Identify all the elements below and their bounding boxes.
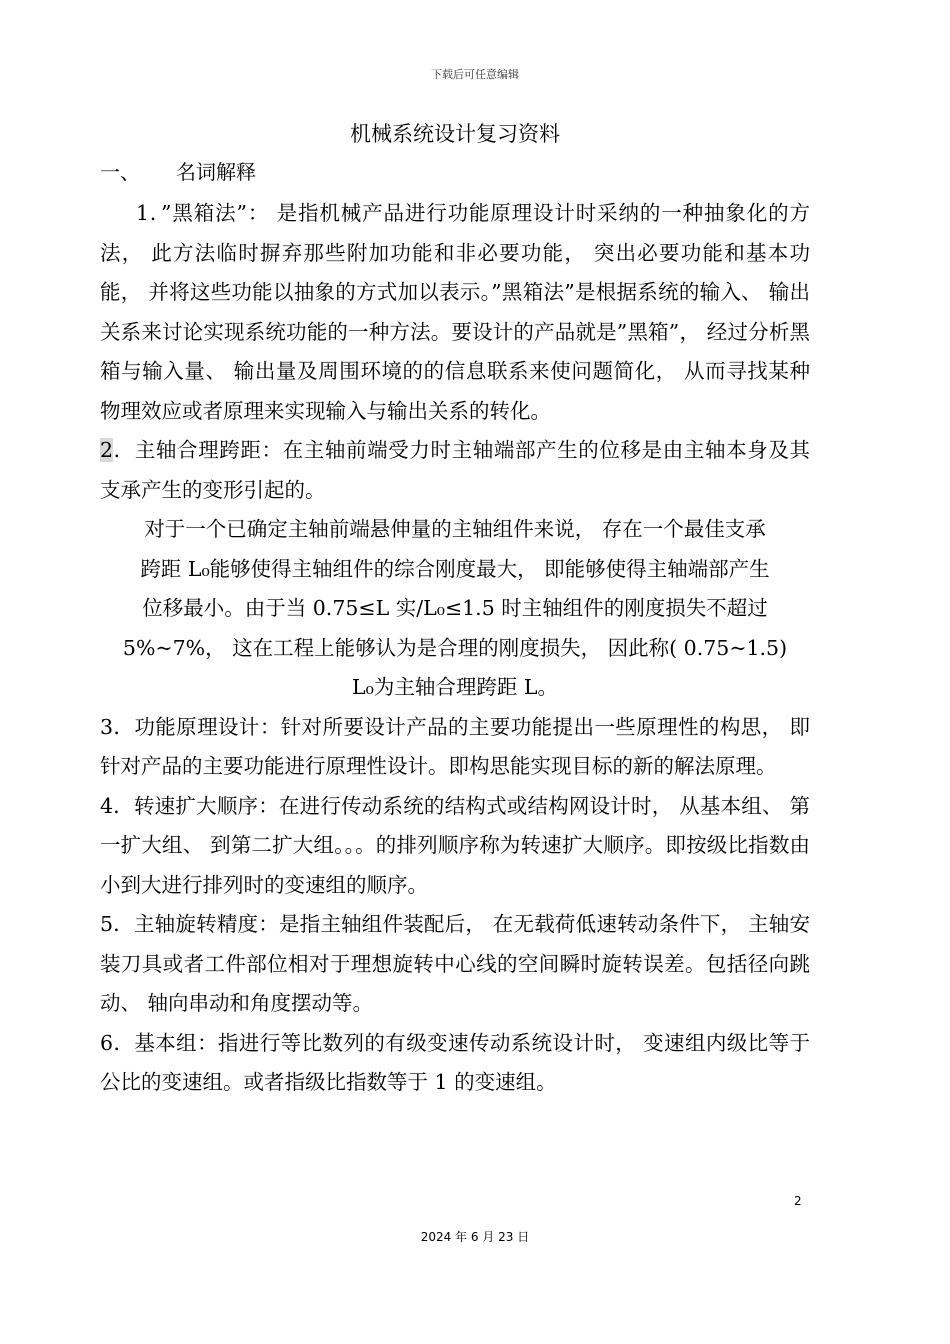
definition-function-principle-design: 3．功能原理设计：针对所要设计产品的主要功能提出一些原理性的构思， 即针对产品的主要功能进行原理性设计。即构思能实现目标的新的解法原理。	[100, 714, 810, 778]
definition-spindle-span-text: ．主轴合理跨距：在主轴前端受力时主轴端部产生的位移是由主轴本身及其支承产生的变形引起的。	[100, 438, 810, 502]
footer-date: 2024 年 6 月 23 日	[420, 1230, 530, 1244]
page-number: 2	[794, 1194, 802, 1208]
section-heading	[100, 156, 810, 188]
spindle-span-detail	[100, 510, 810, 708]
document-body	[100, 116, 810, 1103]
spindle-span-line-5: L₀为主轴合理跨距 L。	[352, 675, 558, 699]
spindle-span-line-1: 对于一个已确定主轴前端悬伸量的主轴组件来说， 存在一个最佳支承	[144, 517, 766, 541]
spindle-span-line-4: 5%~7%， 这在工程上能够认为是合理的刚度损失， 因此称( 0.75~1.5)	[122, 635, 788, 660]
definition-basic-group: 6．基本组：指进行等比数列的有级变速传动系统设计时， 变速组内级比等于公比的变速组。或者指级比指数等于 1 的变速组。	[100, 1030, 810, 1094]
definition-black-box: 1．”黑箱法”： 是指机械产品进行功能原理设计时采纳的一种抽象化的方法， 此方法临时摒弃那些附加功能和非必要功能， 突出必要功能和基本功能， 并将这些功能以抽象的方式加以表示。”黑箱法”是根据系统的输入、 输出关系来讨论实现系统功能的一种方法。要设计的产品就是”黑箱”， 经过分析黑箱与输入量、 输出量及周围环境的的信息联系来使问题简化， 从而寻找某种物理效应或者原理来实现输入与输出关系的转化。	[100, 201, 810, 423]
definition-spindle-rotation-accuracy: 5．主轴旋转精度：是指主轴组件装配后， 在无载荷低速转动条件下， 主轴安装刀具或者工件部位相对于理想旋转中心线的空间瞬时旋转误差。包括径向跳动、 轴向串动和角度摆动等。	[100, 912, 810, 1015]
definition-spindle-span	[100, 431, 810, 510]
definition-speed-expansion-order: 4．转速扩大顺序：在进行传动系统的结构式或结构网设计时， 从基本组、 第一扩大组、 到第二扩大组。。。的排列顺序称为转速扩大顺序。即按级比指数由小到大进行排列时的变速组的顺序。	[100, 793, 810, 897]
document-title: 机械系统设计复习资料	[350, 122, 560, 146]
spindle-span-line-3: 位移最小。由于当 0.75≤L 实/L₀≤1.5 时主轴组件的刚度损失不超过	[142, 596, 768, 620]
highlighted-number: 2	[100, 438, 114, 462]
section-number: 一、	[100, 160, 140, 184]
section-name: 名词解释	[176, 160, 256, 184]
spindle-span-line-2: 跨距 L₀能够使得主轴组件的综合刚度最大， 即能够使得主轴端部产生	[140, 556, 770, 581]
header-note: 下载后可任意编辑	[431, 68, 519, 81]
